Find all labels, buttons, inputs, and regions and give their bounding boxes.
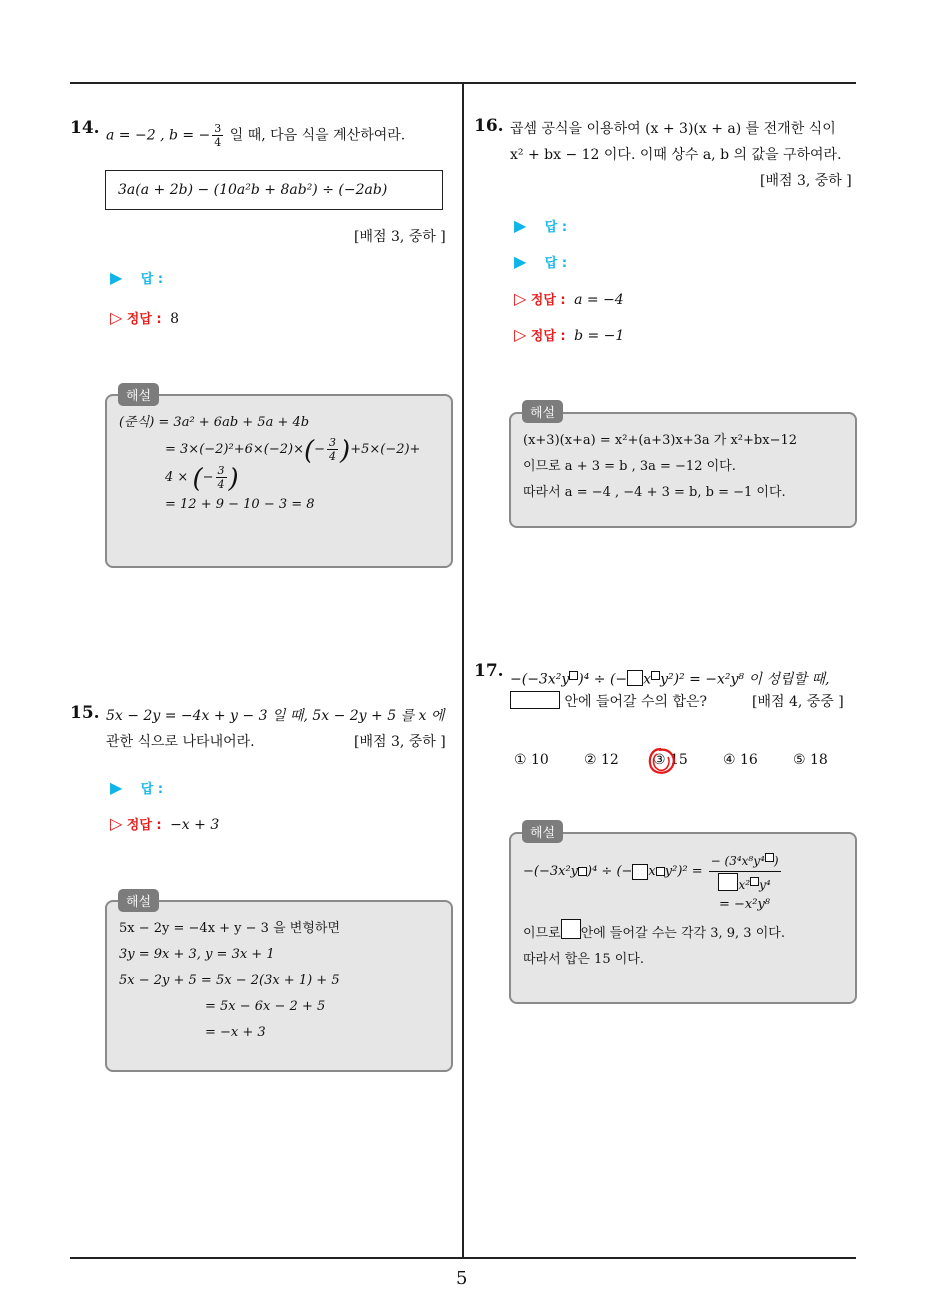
blank-box	[632, 864, 648, 880]
blank-box	[765, 853, 774, 862]
answer-arrow-icon: ▶	[110, 268, 123, 287]
q16-answer-row-1	[514, 216, 567, 235]
q16-correct-label: 정답 :	[530, 293, 566, 308]
q14-expression: 3a(a + 2b) − (10a²b + 8ab²) ÷ (−2ab)	[118, 182, 388, 198]
q16-answer-label: 답 :	[544, 220, 568, 235]
column-divider	[462, 83, 464, 1258]
q17-line1: −(−3x²y )⁴ ÷ (− x y²)² = −x²y⁸ 이 성립할 때,	[510, 671, 830, 688]
q16-sol-line: 이므로 a + 3 = b , 3a = −12 이다.	[523, 459, 736, 474]
blank-box	[656, 867, 665, 876]
q17-sol-text2: 따라서 합은 15 이다.	[523, 952, 644, 967]
blank-box	[718, 873, 738, 891]
blank-box	[510, 691, 560, 709]
blank-box	[627, 670, 643, 686]
q16-line2: x² + bx − 12 이다. 이때 상수 a, b 의 값을 구하여라.	[510, 147, 842, 163]
q14-sol-line3: 4 × (− $\frac{3}{4}$ )	[165, 464, 239, 494]
q14-correct-row	[110, 308, 179, 327]
q17-sol-result: = −x²y⁸	[719, 897, 771, 912]
q15-line1: 5x − 2y = −4x + y − 3 일 때, 5x − 2y + 5 를 x 에	[106, 708, 445, 724]
blank-box	[750, 877, 759, 886]
q15-sol-line: 5x − 2y = −4x + y − 3 을 변형하면	[119, 921, 341, 936]
answer-arrow-icon: ▶	[514, 252, 527, 271]
q14-expression-box	[105, 170, 443, 210]
q16-answer-label: 답 :	[544, 256, 568, 271]
blank-box	[561, 919, 581, 939]
q15-sol-line: = −x + 3	[205, 1025, 266, 1040]
q16-sol-line: (x+3)(x+a) = x²+(a+3)x+3a 가 x²+bx−12	[523, 433, 797, 448]
q15-correct-row	[110, 814, 219, 833]
q14-correct-value: 8	[170, 311, 179, 327]
q14-answer-row	[110, 268, 163, 287]
q17-choice-3[interactable]: ③ 15	[653, 752, 688, 768]
q14-question	[106, 122, 405, 150]
q17-sol-text1: 이므로 안에 들어갈 수는 각각 3, 9, 3 이다.	[523, 919, 843, 947]
q15-correct-value: −x + 3	[170, 817, 220, 833]
q15-sol-line: = 5x − 6x − 2 + 5	[205, 999, 326, 1014]
blank-box	[651, 671, 660, 680]
bottom-rule	[70, 1257, 856, 1259]
q17-sol-equation: −(−3x²y )⁴ ÷ (− x y²)² = $\frac{\text{− (3⁴x⁸y⁴ )}}{\text{x² y⁴}}$	[523, 848, 843, 895]
selected-answer-circle-icon	[645, 745, 677, 777]
q16-correct-a: a = −4	[574, 292, 624, 308]
q16-sol-line: 따라서 a = −4 , −4 + 3 = b, b = −1 이다.	[523, 485, 786, 500]
blank-box	[578, 867, 587, 876]
q15-sol-line: 5x − 2y + 5 = 5x − 2(3x + 1) + 5	[119, 973, 340, 988]
q16-correct-row-a	[514, 289, 624, 308]
q16-correct-label: 정답 :	[530, 329, 566, 344]
correct-arrow-icon: ▷	[514, 325, 527, 344]
q15-line2: 관한 식으로 나타내어라.	[106, 734, 255, 750]
answer-arrow-icon: ▶	[514, 216, 527, 235]
correct-arrow-icon: ▷	[110, 814, 123, 833]
q14-fraction: $\frac{3}{4}$	[214, 122, 222, 149]
q17-solution-box	[509, 832, 857, 1004]
correct-arrow-icon: ▷	[110, 308, 123, 327]
q16-correct-row-b	[514, 325, 624, 344]
q14-sol-line1: (준식) = 3a² + 6ab + 5a + 4b	[119, 415, 310, 430]
q17-choice-5[interactable]: ⑤ 18	[793, 752, 828, 768]
q16-solution-box	[509, 412, 857, 528]
q14-correct-label: 정답 :	[126, 312, 162, 327]
q16-solution-tag: 해설	[522, 400, 563, 423]
q15-answer-label: 답 :	[140, 782, 164, 797]
q15-solution-box	[105, 900, 453, 1072]
correct-arrow-icon: ▷	[514, 289, 527, 308]
q15-answer-row	[110, 778, 163, 797]
q15-solution-tag: 해설	[118, 889, 159, 912]
q15-sol-line: 3y = 9x + 3, y = 3x + 1	[119, 947, 275, 962]
blank-box	[569, 671, 578, 680]
q14-score: [배점 3, 중하 ]	[354, 229, 446, 245]
q14-sol-line4: = 12 + 9 − 10 − 3 = 8	[165, 497, 315, 512]
q17-line2: 안에 들어갈 수의 합은?	[564, 694, 708, 710]
q16-score: [배점 3, 중하 ]	[760, 173, 852, 189]
q17-number: 17.	[474, 661, 504, 681]
q15-number: 15.	[70, 703, 100, 723]
q17-choice-4[interactable]: ④ 16	[723, 752, 758, 768]
q15-correct-label: 정답 :	[126, 818, 162, 833]
q17-sol-fraction: $\frac{\text{− (3⁴x⁸y⁴ )}}{\text{x² y⁴}}$	[709, 848, 781, 895]
q17-solution-tag: 해설	[522, 820, 563, 843]
q15-score: [배점 3, 중하 ]	[354, 734, 446, 750]
q14-solution-box	[105, 394, 453, 568]
q14-sol-line2: = 3×(−2)²+6×(−2)×(− $\frac{3}{4}$ )+5×(−2)+	[165, 436, 421, 466]
q16-number: 16.	[474, 116, 504, 136]
q14-answer-label: 답 :	[140, 272, 164, 287]
q14-solution-tag: 해설	[118, 383, 159, 406]
q14-number: 14.	[70, 118, 100, 138]
q16-answer-row-2	[514, 252, 567, 271]
q14-text-pre: a = −2 , b = −	[106, 127, 211, 144]
answer-arrow-icon: ▶	[110, 778, 123, 797]
q17-choice-1[interactable]: ① 10	[514, 752, 549, 768]
q17-line2-row	[510, 689, 707, 716]
q14-text-post: 일 때, 다음 식을 계산하여라.	[225, 127, 406, 144]
page-number: 5	[456, 1268, 468, 1289]
q17-score: [배점 4, 중중 ]	[752, 694, 844, 710]
q16-line1: 곱셈 공식을 이용하여 (x + 3)(x + a) 를 전개한 식이	[510, 121, 836, 137]
q17-choice-2[interactable]: ② 12	[584, 752, 619, 768]
q16-correct-b: b = −1	[574, 328, 625, 344]
